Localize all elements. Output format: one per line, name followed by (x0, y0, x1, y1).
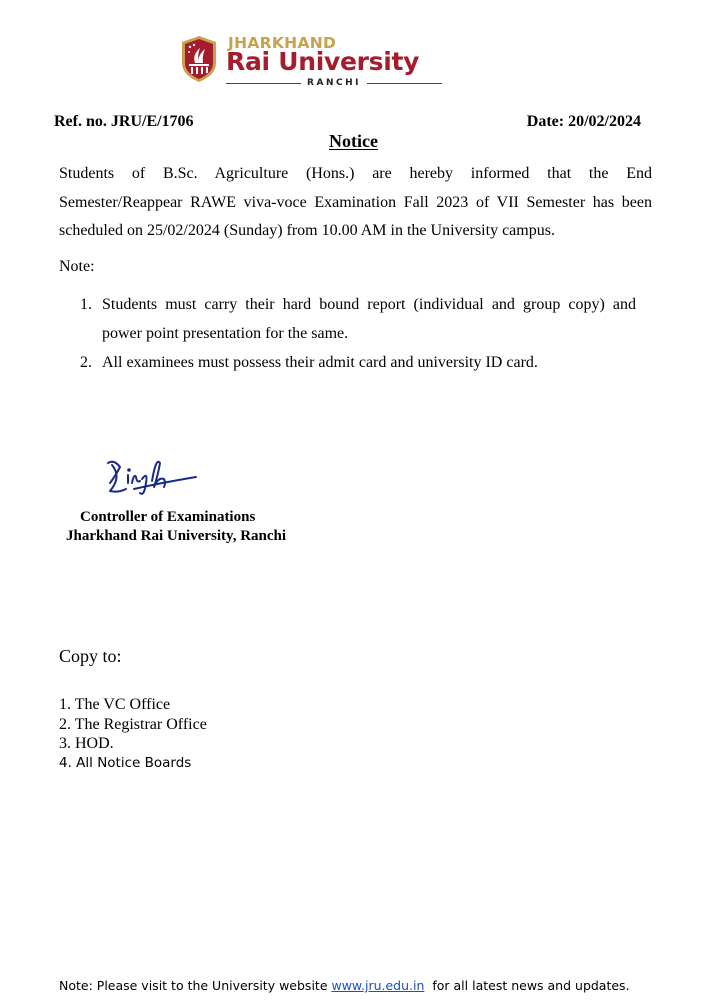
note-item (80, 290, 636, 348)
footer-suffix: for all latest news and updates. (424, 978, 630, 993)
copy-to-label: Copy to: (59, 646, 122, 666)
notice-title: Notice (329, 131, 378, 151)
note-item (80, 348, 636, 377)
notice-paragraph (59, 160, 652, 246)
note-item-number: 1. (80, 296, 92, 313)
footer-note (59, 978, 630, 993)
copy-to-item: 4. All Notice Boards (59, 754, 192, 771)
university-logo (180, 33, 450, 89)
note-item-line1: Students must carry their hard bound report (individual and group copy) and (102, 296, 636, 313)
copy-to-item: 3. HOD. (59, 735, 114, 752)
note-item-rest: power point presentation for the same. (102, 325, 349, 342)
logo-sub (226, 78, 442, 88)
logo-main-text: Rai University (226, 47, 420, 76)
university-website-link[interactable]: www.jru.edu.in (331, 978, 425, 993)
reference-number: Ref. no. JRU/E/1706 (54, 113, 194, 130)
university-crest-icon (180, 35, 218, 83)
logo-divider-left (226, 83, 301, 84)
notice-paragraph-line1: Students of B.Sc. Agriculture (Hons.) are hereby informed that the End (59, 165, 652, 182)
notice-title-wrap (0, 131, 707, 152)
notice-paragraph-rest: Semester/Reappear RAWE viva-voce Examination Fall 2023 of VII Semester has been scheduled on 25/02/2024 (Sunday) from 10.00 AM in the University campus. (59, 193, 652, 239)
copy-to-item: 1. The VC Office (59, 696, 171, 713)
logo-divider-right (367, 83, 442, 84)
signatory-organization: Jharkhand Rai University, Ranchi (66, 528, 287, 544)
signature-icon (100, 453, 200, 508)
notice-date: Date: 20/02/2024 (526, 113, 641, 130)
logo-sub-text: RANCHI (307, 78, 361, 88)
note-item-text: All examinees must possess their admit card and university ID card. (102, 354, 538, 371)
copy-to-list (59, 695, 207, 773)
logo-top-text: JHARKHAND (228, 34, 337, 52)
note-label: Note: (59, 258, 95, 275)
note-item-number: 2. (80, 354, 92, 371)
footer-prefix: Note: Please visit to the University website (59, 978, 332, 993)
signatory-title: Controller of Examinations (80, 509, 256, 525)
note-list (80, 290, 636, 377)
copy-to-item: 2. The Registrar Office (59, 715, 207, 733)
